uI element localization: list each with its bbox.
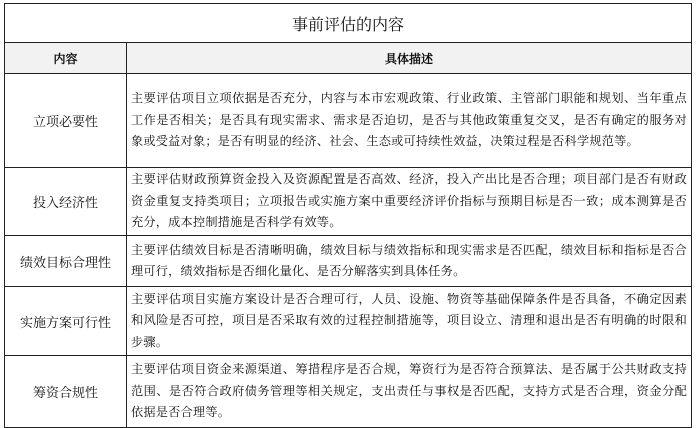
table-row	[5, 287, 692, 356]
row-description: 主要评估绩效目标是否清晰明确，绩效目标与绩效指标和现实需求是否匹配，绩效目标和指标是否合理可行，绩效指标是否细化量化、是否分解落实到具体任务。	[127, 236, 692, 287]
header-content: 内容	[5, 43, 127, 74]
row-description: 主要评估项目实施方案设计是否合理可行，人员、设施、物资等基础保障条件是否具备，不确定因素和风险是否可控，项目是否采取有效的过程控制措施等，项目设立、清理和退出是否有明确的时限和步骤。	[127, 287, 692, 356]
table-row	[5, 168, 692, 236]
table-title-row	[5, 4, 692, 43]
row-description: 主要评估项目立项依据是否充分，内容与本市宏观政策、行业政策、主管部门职能和规划、当年重点工作是否相关；是否具有现实需求、需求是否迫切，是否与其他政策重复交叉，是否有确定的服务对象或受益对象；是否有明显的经济、社会、生态或可持续性效益，决策过程是否科学规范等。	[127, 74, 692, 168]
assessment-content-table	[4, 3, 692, 428]
header-description: 具体描述	[127, 43, 692, 74]
row-name: 绩效目标合理性	[5, 236, 127, 287]
content-table-wrapper	[4, 3, 692, 428]
row-name: 立项必要性	[5, 74, 127, 168]
row-name: 筹资合规性	[5, 356, 127, 428]
row-description: 主要评估财政预算资金投入及资源配置是否高效、经济，投入产出比是否合理；项目部门是否有财政资金重复支持类项目；立项报告或实施方案中重要经济评价指标与预期目标是否一致；成本测算是否充分，成本控制措施是否科学有效等。	[127, 168, 692, 236]
row-name: 实施方案可行性	[5, 287, 127, 356]
table-header-row	[5, 43, 692, 74]
row-name: 投入经济性	[5, 168, 127, 236]
table-title: 事前评估的内容	[5, 4, 692, 43]
table-row	[5, 356, 692, 428]
row-description: 主要评估项目资金来源渠道、筹措程序是否合规，筹资行为是否符合预算法、是否属于公共财政支持范围、是否符合政府债务管理等相关规定，支出责任与事权是否匹配，支持方式是否合理，资金分配依据是否合理等。	[127, 356, 692, 428]
table-row	[5, 74, 692, 168]
table-row	[5, 236, 692, 287]
